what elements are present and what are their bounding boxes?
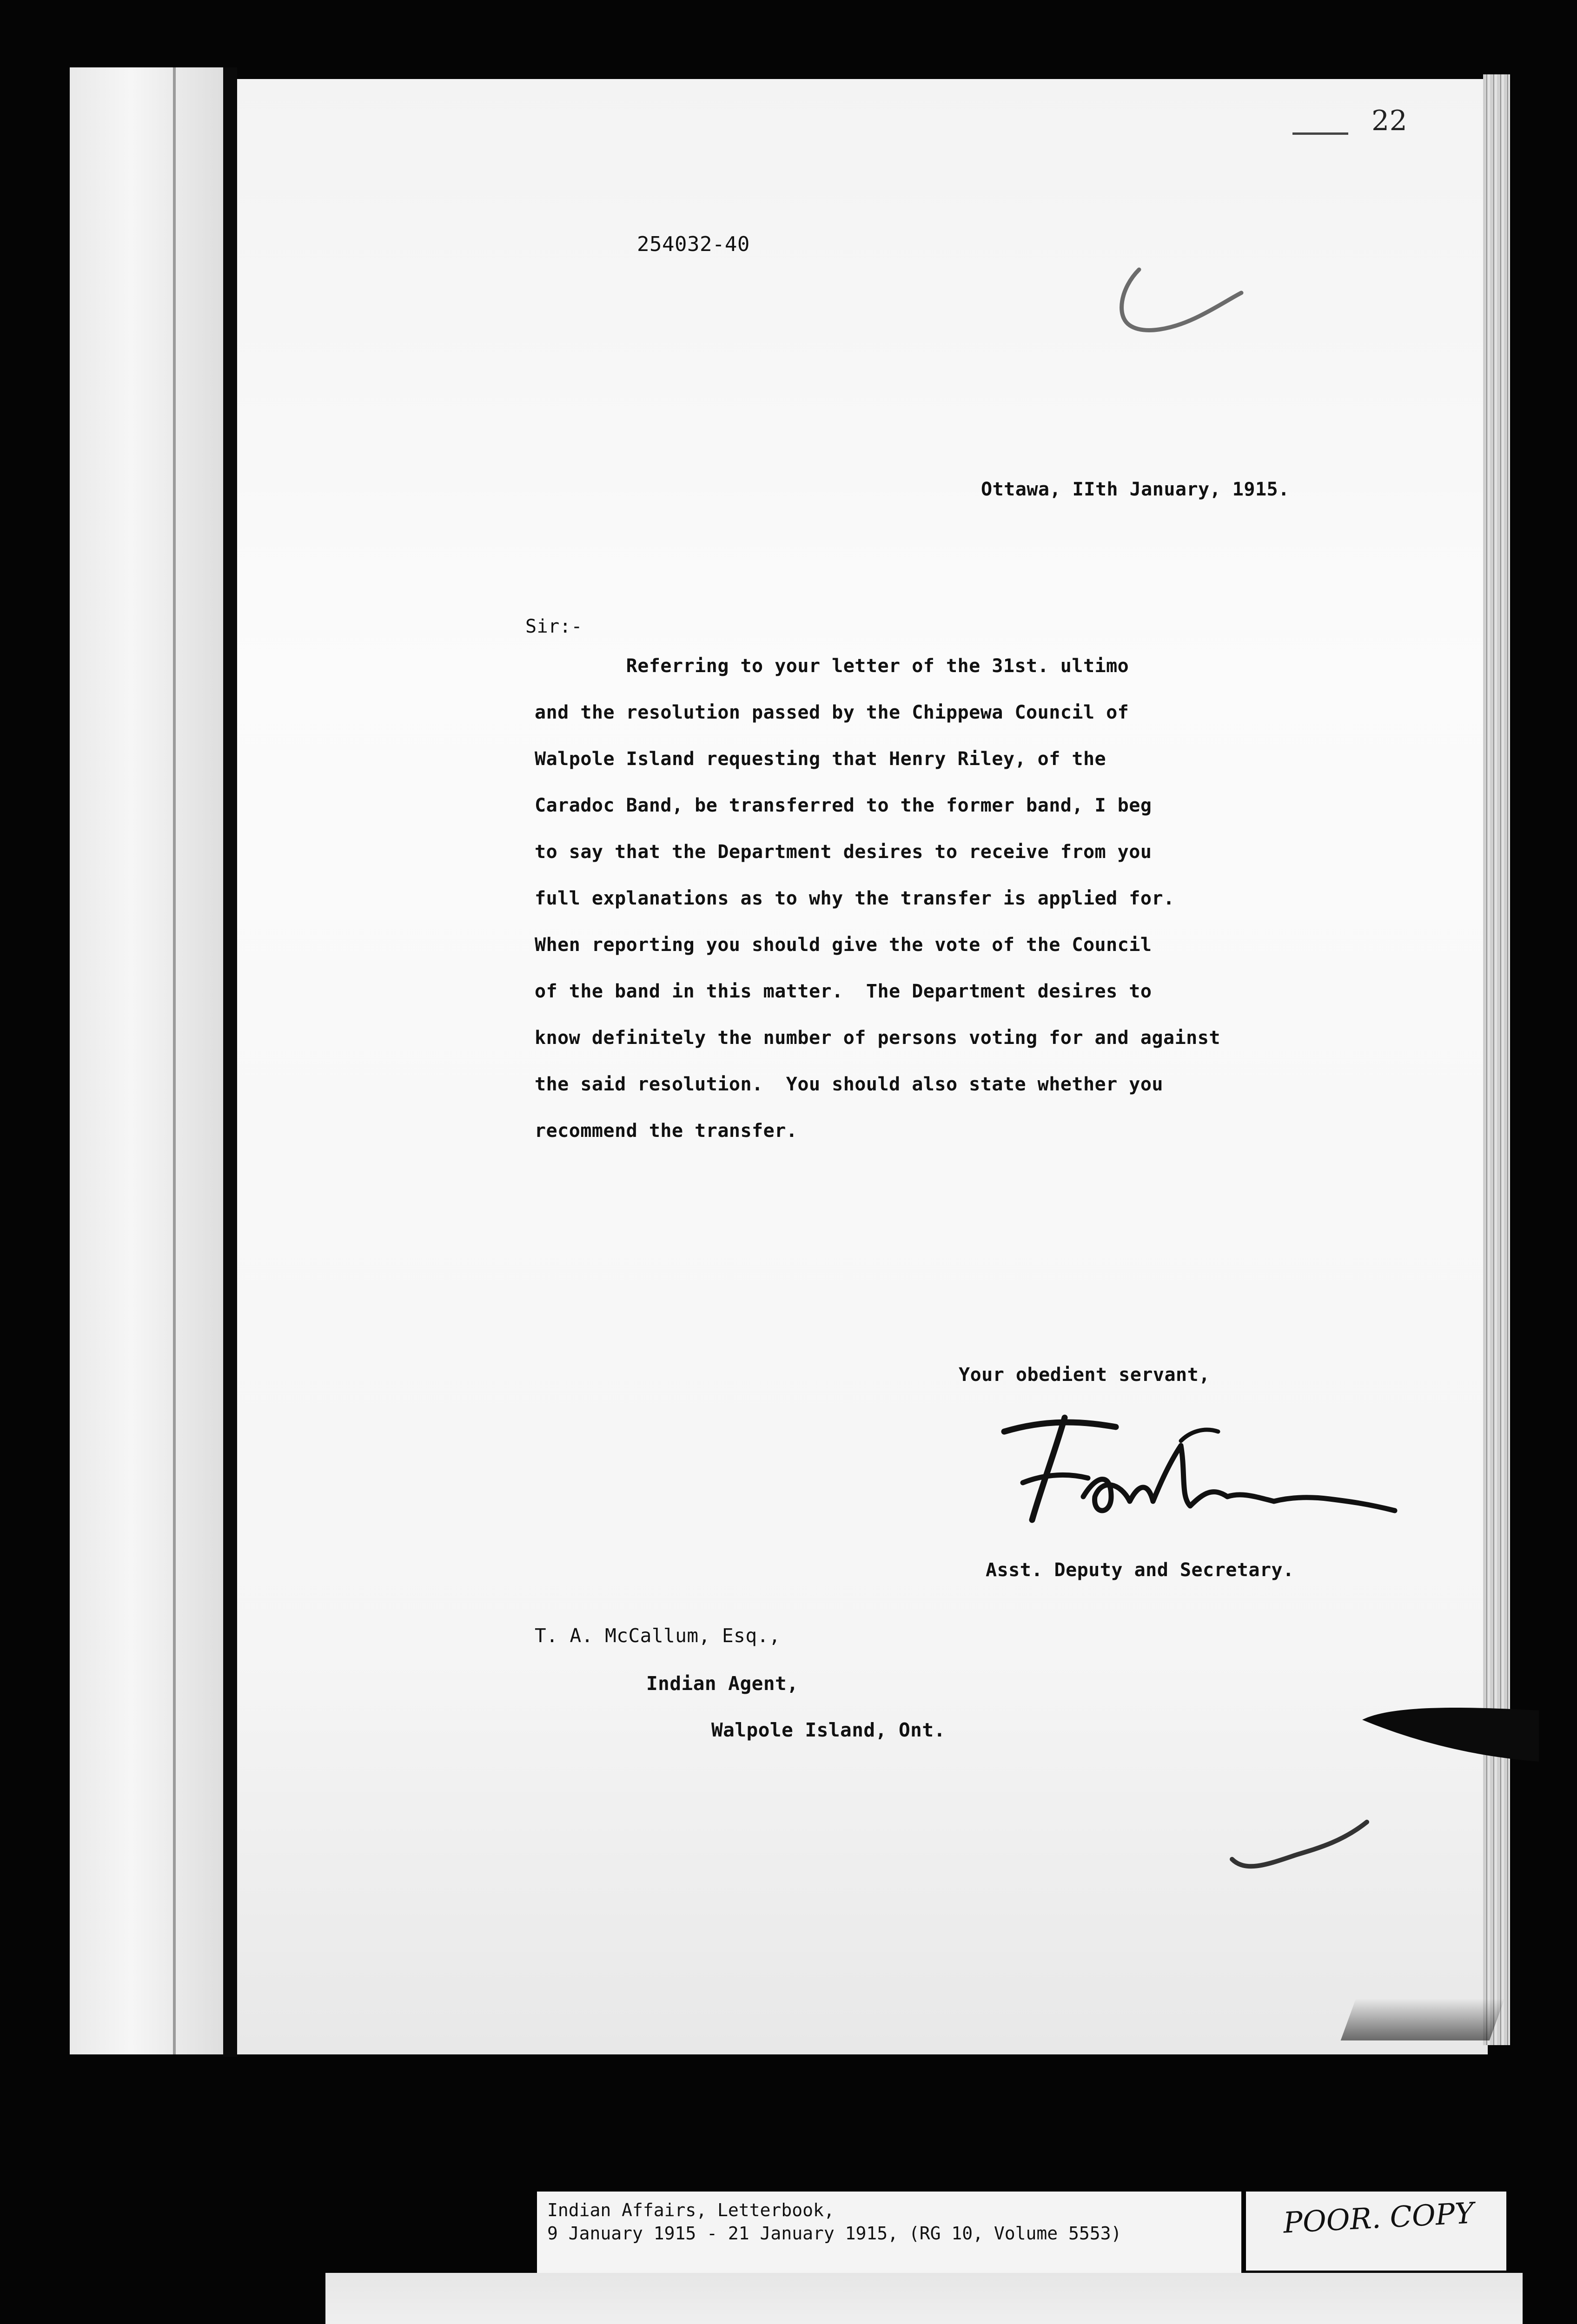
letter-page <box>237 79 1488 2054</box>
recipient-name: T. A. McCallum, Esq., <box>535 1624 781 1647</box>
salutation: Sir:- <box>525 616 583 637</box>
adjacent-page-strip <box>70 67 223 2054</box>
body-line: When reporting you should give the vote of the Council <box>535 934 1152 956</box>
body-line: of the band in this matter. The Department desires to <box>535 981 1152 1002</box>
body-line: Walpole Island requesting that Henry Riley, of the <box>535 748 1107 770</box>
page-number: 22 <box>1372 105 1408 137</box>
signer-title: Asst. Deputy and Secretary. <box>986 1559 1294 1581</box>
body-line: to say that the Department desires to receive from you <box>535 841 1152 863</box>
caption-label <box>537 2192 1241 2273</box>
body-line: and the resolution passed by the Chippewa Council of <box>535 702 1129 723</box>
page-number-dash <box>1292 132 1348 135</box>
poor-copy-note: POOR. COPY <box>1282 2196 1475 2240</box>
pointer-object <box>1362 1692 1539 1762</box>
page-gutter <box>223 67 237 2057</box>
caption-line: 9 January 1915 - 21 January 1915, (RG 10, Volume 5553) <box>547 2223 1122 2244</box>
caption-line: Indian Affairs, Letterbook, <box>547 2200 835 2220</box>
body-line: the said resolution. You should also state whether you <box>535 1074 1164 1095</box>
body-line: recommend the transfer. <box>535 1120 798 1142</box>
page-corner-shadow <box>1341 1999 1505 2040</box>
body-line: Caradoc Band, be transferred to the former band, I beg <box>535 795 1152 816</box>
handwritten-squiggle <box>1227 1803 1376 1878</box>
archives-label-card <box>325 2273 1523 2324</box>
body-line: Referring to your letter of the 31st. ultimo <box>535 655 1129 677</box>
page-fold-line <box>173 67 176 2054</box>
file-number: 254032-40 <box>637 232 750 256</box>
recipient-position: Indian Agent, <box>646 1672 799 1695</box>
closing: Your obedient servant, <box>959 1364 1210 1386</box>
date-line: Ottawa, IIth January, 1915. <box>981 479 1290 500</box>
signature <box>995 1404 1413 1534</box>
body-line: full explanations as to why the transfer is applied for. <box>535 888 1175 909</box>
handwritten-mark <box>1102 260 1255 339</box>
recipient-location: Walpole Island, Ont. <box>711 1719 946 1741</box>
body-line: know definitely the number of persons voting for and against <box>535 1027 1220 1049</box>
